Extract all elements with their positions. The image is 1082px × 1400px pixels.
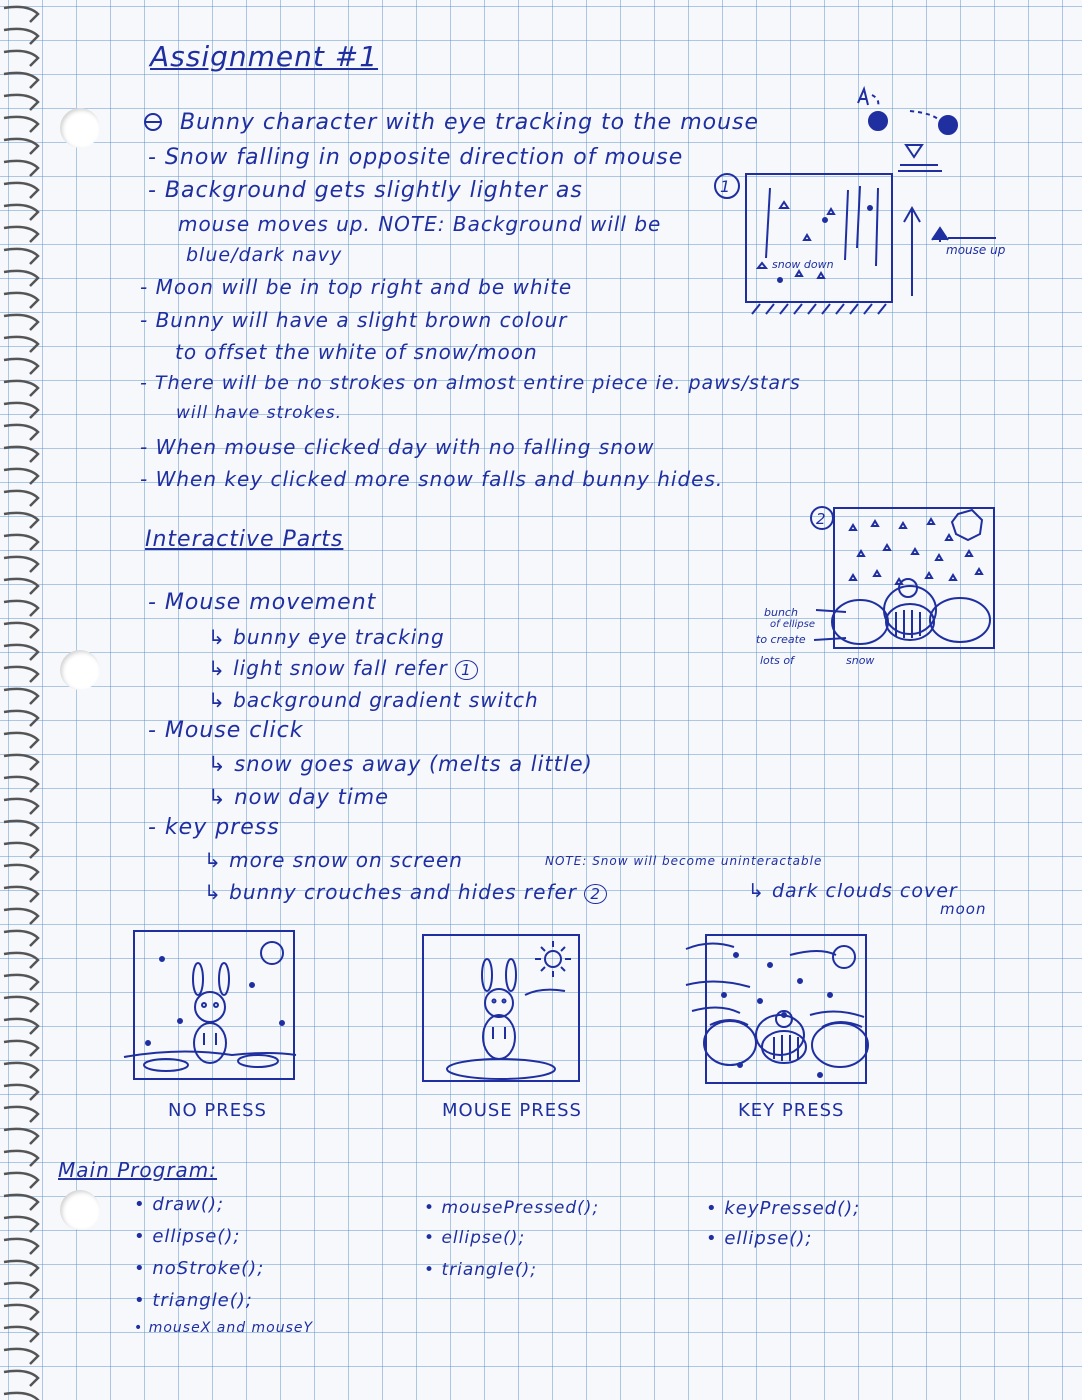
annotation-line: to create bbox=[756, 633, 806, 646]
note-line: blue/dark navy bbox=[186, 244, 343, 266]
spiral-coil bbox=[4, 293, 38, 308]
annotation-line: of ellipse bbox=[770, 619, 816, 630]
list-item: ↳ dark clouds cover bbox=[748, 880, 958, 902]
spiral-coil bbox=[4, 1239, 38, 1254]
refer-marker: 1 bbox=[455, 660, 478, 680]
list-heading: - key press bbox=[148, 815, 280, 840]
panel-no-press bbox=[120, 925, 305, 1095]
spiral-coil bbox=[4, 381, 38, 396]
spiral-coil bbox=[4, 1327, 38, 1342]
spiral-coil bbox=[4, 557, 38, 572]
spiral-coil bbox=[4, 227, 38, 242]
sketch-1-snow-down bbox=[700, 168, 1010, 328]
sketch-2-key-press bbox=[750, 500, 1010, 680]
spiral-coil bbox=[4, 1085, 38, 1100]
spiral-coil bbox=[4, 183, 38, 198]
spiral-coil bbox=[4, 425, 38, 440]
spiral-coil bbox=[4, 271, 38, 286]
spiral-binding bbox=[0, 0, 50, 1400]
note-line: Bunny character with eye tracking to the mouse bbox=[180, 110, 760, 135]
spiral-coil bbox=[4, 1393, 38, 1400]
list-item: ↳ snow goes away (melts a little) bbox=[208, 752, 593, 776]
list-item-continued: moon bbox=[940, 900, 987, 918]
annotation-line: snow bbox=[846, 654, 875, 667]
spiral-coil bbox=[4, 1063, 38, 1078]
function-item: • ellipse(); bbox=[706, 1228, 813, 1249]
list-item: ↳ more snow on screen bbox=[204, 848, 463, 872]
bullet-icon bbox=[143, 112, 165, 134]
list-item: ↳ now day time bbox=[208, 785, 390, 809]
sketch-1-label: snow down bbox=[772, 258, 834, 271]
spiral-coil bbox=[4, 645, 38, 660]
spiral-coil bbox=[4, 579, 38, 594]
sketch-number: 1 bbox=[720, 177, 731, 196]
note-line: mouse moves up. NOTE: Background will be bbox=[178, 212, 662, 236]
spiral-coil bbox=[4, 139, 38, 154]
function-item: • noStroke(); bbox=[134, 1258, 265, 1279]
function-item: • triangle(); bbox=[424, 1260, 537, 1280]
spiral-coil bbox=[4, 337, 38, 352]
note-line: - Bunny will have a slight brown colour bbox=[140, 308, 568, 332]
function-item: • ellipse(); bbox=[134, 1226, 241, 1247]
note-line: - When mouse clicked day with no falling snow bbox=[140, 435, 655, 459]
punch-hole bbox=[60, 650, 100, 690]
spiral-coil bbox=[4, 821, 38, 836]
sketch-number: 2 bbox=[816, 510, 826, 528]
spiral-coil bbox=[4, 73, 38, 88]
function-item: • keyPressed(); bbox=[706, 1198, 861, 1219]
spiral-coil bbox=[4, 7, 38, 22]
page-title: Assignment #1 bbox=[150, 40, 379, 73]
list-item: ↳ light snow fall refer 1 bbox=[208, 656, 478, 680]
spiral-coil bbox=[4, 777, 38, 792]
refer-marker: 2 bbox=[584, 884, 607, 904]
spiral-coil bbox=[4, 623, 38, 638]
spiral-coil bbox=[4, 315, 38, 330]
list-item: ↳ background gradient switch bbox=[208, 688, 539, 712]
spiral-coil bbox=[4, 1195, 38, 1210]
section-heading: Interactive Parts bbox=[145, 527, 344, 552]
spiral-coil bbox=[4, 1129, 38, 1144]
spiral-coil bbox=[4, 1107, 38, 1122]
spiral-coil bbox=[4, 667, 38, 682]
note-line: - Snow falling in opposite direction of mouse bbox=[148, 145, 684, 170]
spiral-coil bbox=[4, 711, 38, 726]
punch-hole bbox=[60, 1190, 100, 1230]
spiral-coil bbox=[4, 161, 38, 176]
note-line: - Background gets slightly lighter as bbox=[148, 178, 583, 203]
spiral-coil bbox=[4, 601, 38, 616]
spiral-coil bbox=[4, 447, 38, 462]
panel-caption: KEY PRESS bbox=[738, 1100, 845, 1121]
section-heading: Main Program: bbox=[58, 1158, 218, 1182]
panel-caption: NO PRESS bbox=[168, 1100, 267, 1121]
function-item: • ellipse(); bbox=[424, 1228, 526, 1248]
spiral-coil bbox=[4, 95, 38, 110]
function-item: • mouseX and mouseY bbox=[134, 1320, 314, 1336]
note-line: - Moon will be in top right and be white bbox=[140, 275, 573, 299]
function-item: • mousePressed(); bbox=[424, 1198, 600, 1218]
spiral-coil bbox=[4, 689, 38, 704]
spiral-coil bbox=[4, 953, 38, 968]
list-item: ↳ bunny eye tracking bbox=[208, 625, 445, 649]
spiral-coil bbox=[4, 205, 38, 220]
note-line: - When key clicked more snow falls and bunny hides. bbox=[140, 467, 724, 491]
spiral-coil bbox=[4, 799, 38, 814]
spiral-coil bbox=[4, 29, 38, 44]
spiral-coil bbox=[4, 117, 38, 132]
spiral-coil bbox=[4, 1305, 38, 1320]
spiral-coil bbox=[4, 1173, 38, 1188]
spiral-coil bbox=[4, 909, 38, 924]
panel-key-press bbox=[680, 925, 880, 1095]
spiral-coil bbox=[4, 1217, 38, 1232]
spiral-coil bbox=[4, 469, 38, 484]
spiral-coil bbox=[4, 1151, 38, 1166]
note-line: will have strokes. bbox=[176, 403, 343, 423]
spiral-coil bbox=[4, 535, 38, 550]
panel-caption: MOUSE PRESS bbox=[442, 1100, 582, 1121]
spiral-coil bbox=[4, 931, 38, 946]
spiral-coil bbox=[4, 1283, 38, 1298]
annotation-line: bunch bbox=[764, 606, 798, 619]
note-line: to offset the white of snow/moon bbox=[175, 340, 538, 364]
spiral-coil bbox=[4, 359, 38, 374]
spiral-coil bbox=[4, 403, 38, 418]
spiral-coil bbox=[4, 1261, 38, 1276]
spiral-coil bbox=[4, 733, 38, 748]
function-item: • triangle(); bbox=[134, 1290, 253, 1311]
list-heading: - Mouse movement bbox=[148, 590, 377, 615]
note-text: NOTE: Snow will become uninteractable bbox=[545, 854, 823, 868]
arrow-label: mouse up bbox=[946, 243, 1006, 257]
spiral-coil bbox=[4, 865, 38, 880]
spiral-coil bbox=[4, 1371, 38, 1386]
panel-mouse-press bbox=[415, 925, 590, 1095]
note-line: - There will be no strokes on almost entire piece ie. paws/stars bbox=[140, 372, 801, 394]
spiral-coil bbox=[4, 513, 38, 528]
spiral-coil bbox=[4, 975, 38, 990]
spiral-coil bbox=[4, 491, 38, 506]
spiral-coil bbox=[4, 1019, 38, 1034]
spiral-coil bbox=[4, 249, 38, 264]
spiral-coil bbox=[4, 843, 38, 858]
spiral-coil bbox=[4, 1041, 38, 1056]
spiral-coil bbox=[4, 1349, 38, 1364]
spiral-coil bbox=[4, 887, 38, 902]
spiral-coil bbox=[4, 755, 38, 770]
punch-hole bbox=[60, 108, 100, 148]
list-heading: - Mouse click bbox=[148, 718, 304, 743]
function-item: • draw(); bbox=[134, 1194, 225, 1215]
list-item: ↳ bunny crouches and hides refer 2 bbox=[204, 880, 607, 904]
annotation-line: lots of bbox=[760, 654, 794, 667]
spiral-coil bbox=[4, 51, 38, 66]
spiral-coil bbox=[4, 997, 38, 1012]
